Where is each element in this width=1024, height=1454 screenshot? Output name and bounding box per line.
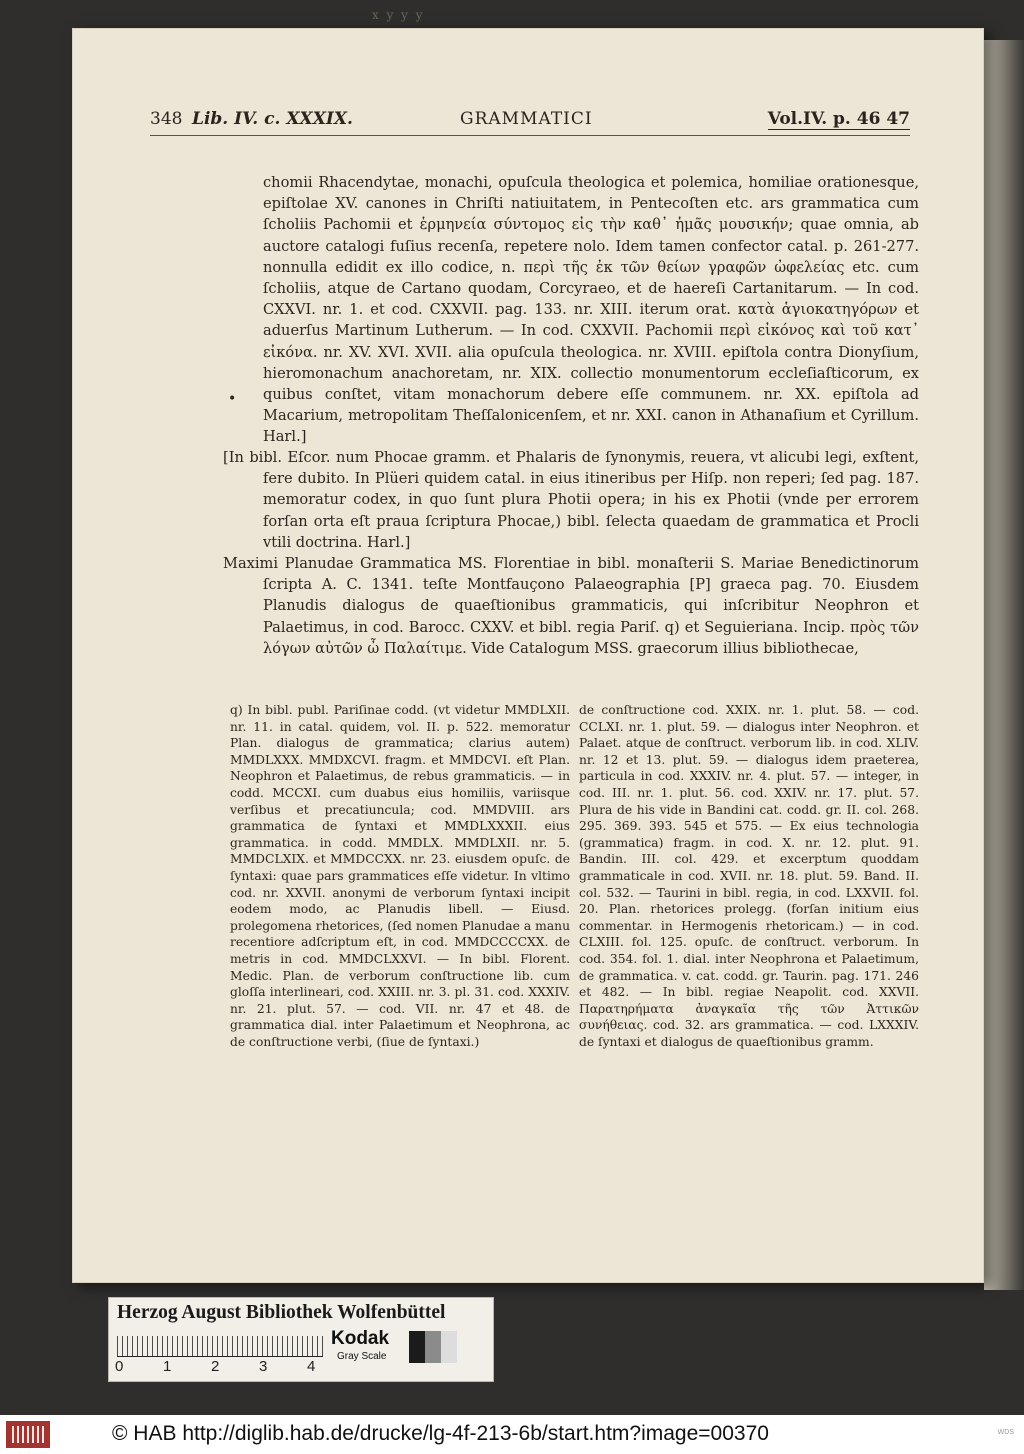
entry-escor (223, 447, 919, 553)
running-head-lib: Lib. IV. c. XXXIX. (192, 109, 353, 129)
kodak-logo: Kodak (331, 1328, 390, 1349)
entry-chomii (263, 172, 919, 448)
scale-ruler-baseline (117, 1356, 323, 1357)
kodak-subtitle: Gray Scale (337, 1351, 387, 1362)
page-header (150, 105, 910, 136)
viewer-footer (0, 1415, 1024, 1454)
ruler-number: 1 (163, 1358, 172, 1375)
footer-watermark: WDS (997, 1429, 1014, 1436)
paragraph: chomii Rhacendytae, monachi, opuſcula theologica et polemica, homiliae orationesque, epiſtolae XV. canones in Chriſti natiuitatem, in Pentecoſten etc. ars grammatica cum ſcholiis Pachomii et ἑρμηνεία σύντομος εἰς τὴν καθ᾽ ἡμᾶς μουσικήν; quae omnia, ab auctore catalogi fuſius recenſa, repetere nolo. Idem tamen confector catal. p. 261-277. nonnulla edidit ex illo codice, n. περὶ τῆς ἐκ τῶν θείων γραφῶν ὠφελείας etc. cum ſcholiis, atque de Cartano quodam, Corcyraeo, et de haereſi Cartanitarum. — In cod. CXXVI. nr. 1. et cod. CXXVII. pag. 133. nr. XIII. iterum orat. κατὰ ἁγιοκατηγόρων et aduerſus Martinum Lutherum. — In cod. CXXVII. Pachomii περὶ εἰκόνος καὶ τοῦ κατ᾽ εἰκόνα. nr. XV. XVI. XVII. alia opuſcula theologica. nr. XVIII. epiſtola contra Dionyſium, hieromonachum anachoretam, nr. XIX. collectio monumentorum eccleſiaſticorum, ex quibus conſtet, vitam monachorum debere eſſe communem. nr. XX. epiſtola ad Macarium, metropolitam Theſſalonicenſem, et nr. XXI. canon in Athanaſium et Cyrillum. Harl.] (263, 174, 919, 446)
ruler-number: 2 (211, 1358, 220, 1375)
gray-patch-light (441, 1331, 457, 1363)
color-calibration-card (108, 1297, 494, 1382)
next-page-edge (984, 40, 1024, 1290)
margin-bullet: • (228, 391, 237, 407)
library-name: Herzog August Bibliothek Wolfenbüttel (117, 1302, 446, 1323)
volume-reference: Vol.IV. p. 46 47 (767, 109, 910, 129)
footnote-column-right (579, 702, 919, 1050)
footnote-column-left (230, 702, 570, 1050)
paragraph: Maximi Planudae Grammatica MS. Florentiae in bibl. monaſterii S. Mariae Benedictinorum ſcripta A. C. 1341. teſte Montfauçono Palaeographia [P] graeca pag. 70. Eiusdem Planudis dialogus de quaeſtionibus grammaticis, qui inſcribitur Neophron et Palaetimus, in cod. Barocc. CXXV. et bibl. regia Pariſ. q) et Seguieriana. Incip. πρὸς τῶν λόγων αὐτῶν ὦ Παλαίτιμε. Vide Catalogum MSS. graecorum illius bibliothecae, (223, 555, 919, 657)
footnote-text: q) In bibl. publ. Pariſinae codd. (vt videtur MMDLXII. nr. 11. in catal. quidem, vol. II. p. 522. memoratur Plan. dialogus de grammatica; clarius autem) MMDLXXX. MMDXCVI. fragm. et MMDCVI. eſt Plan. Neophron et Palaetimus, de rebus grammaticis. — in codd. MCCXI. cum duabus eius homiliis, variisque verſibus et precatiuncula; cod. MMDVIII. ars grammatica de ſyntaxi et MMDLXXXII. eius grammatica. in codd. MMDLX. MMDLXII. nr. 5. MMDCLXIX. et MMDCCXX. nr. 23. eiusdem opuſc. de ſyntaxi: quae pars grammatices eſſe videtur. In vltimo cod. nr. XXVII. anonymi de verborum ſyntaxi incipit eodem modo, ac Planudis libell. — Eiusd. prolegomena rhetorices, (ſed nomen Planudae a manu recentiore adſcriptum eſt, in cod. MMDCCCCXX. de metris in cod. MMDCLXXVI. — In bibl. Florent. Medic. Plan. de verborum conſtructione lib. cum gloſſa interlineari, cod. XXIII. nr. 3. pl. 31. cod. XXXIV. nr. 21. plut. 57. — cod. VII. nr. 47 et 48. de grammatica dial. inter Palaetimum et Neophrona, ac de conſtructione verbi, (ſiue de ſyntaxi.) (230, 703, 570, 1049)
copyright-url[interactable]: © HAB http://diglib.hab.de/drucke/lg-4f-213-6b/start.htm?image=00370 (112, 1422, 769, 1445)
running-head-title: GRAMMATICI (460, 109, 593, 129)
footnote-text: de conſtructione cod. XXIX. nr. 1. plut. 58. — cod. CCLXI. nr. 1. plut. 59. — dialogus inter Neophron. et Palaet. atque de conſtruct. verborum lib. in cod. XLIV. nr. 12 et 13. plut. 59. — dialogus idem praeterea, particula in cod. XXXIV. nr. 4. plut. 57. — integer, in cod. III. nr. 1. plut. 56. cod. XXIV. nr. 17. plut. 57. Plura de his vide in Bandini cat. codd. gr. II. col. 268. 295. 369. 393. 545 et 575. — Ex eius technologia (grammatica) fragm. in cod. X. nr. 12. plut. 91. Bandin. III. col. 429. et excerptum quoddam grammaticale in cod. XVII. nr. 18. plut. 59. Band. II. col. 532. — Taurini in bibl. regia, in cod. LXXVII. fol. 20. Plan. rhetorices prolegg. (forſan initium eius commentar. in Hermogenis rhetoricam.) — in cod. CLXIII. fol. 125. opuſc. de conſtruct. verborum. In cod. 354. fol. 1. dial. inter Neophrona et Palaetimum, de grammatica. v. cat. codd. gr. Taurin. pag. 171. 246 et 482. — In bibl. regiae Neapolit. cod. XXVII. Παρατηρήματα ἀναγκαῖα τῆς τῶν Ἀττικῶν συνήθειας. cod. 32. ars grammatica. — cod. LXXXIV. de ſyntaxi et dialogus de quaeſtionibus gramm. (579, 703, 919, 1049)
ruler-number: 4 (307, 1358, 316, 1375)
gray-patch-mid (425, 1331, 441, 1363)
binding-stitch-text: x y y y (372, 8, 425, 22)
paragraph: [In bibl. Eſcor. num Phocae gramm. et Phalaris de ſynonymis, reuera, vt alicubi legi, exſtent, fere dubito. In Plüeri quidem catal. in eius itineribus per Hiſp. non reperi; ſed pag. 187. memoratur codex, in quo ſunt plura Photii opera; in his ex Photii (vnde per errorem forſan orta eſt praua ſcriptura Phocae,) bibl. ſelecta quaedam de grammatica et Procli vtili doctrina. Harl.] (223, 449, 919, 551)
ruler-number: 0 (115, 1358, 124, 1375)
ruler-number: 3 (259, 1358, 268, 1375)
scale-ruler (117, 1336, 323, 1356)
page-number: 348 (150, 109, 183, 129)
entry-maximi-planudae (223, 553, 919, 659)
hab-logo-icon[interactable] (6, 1421, 50, 1448)
gray-patch-dark (409, 1331, 425, 1363)
